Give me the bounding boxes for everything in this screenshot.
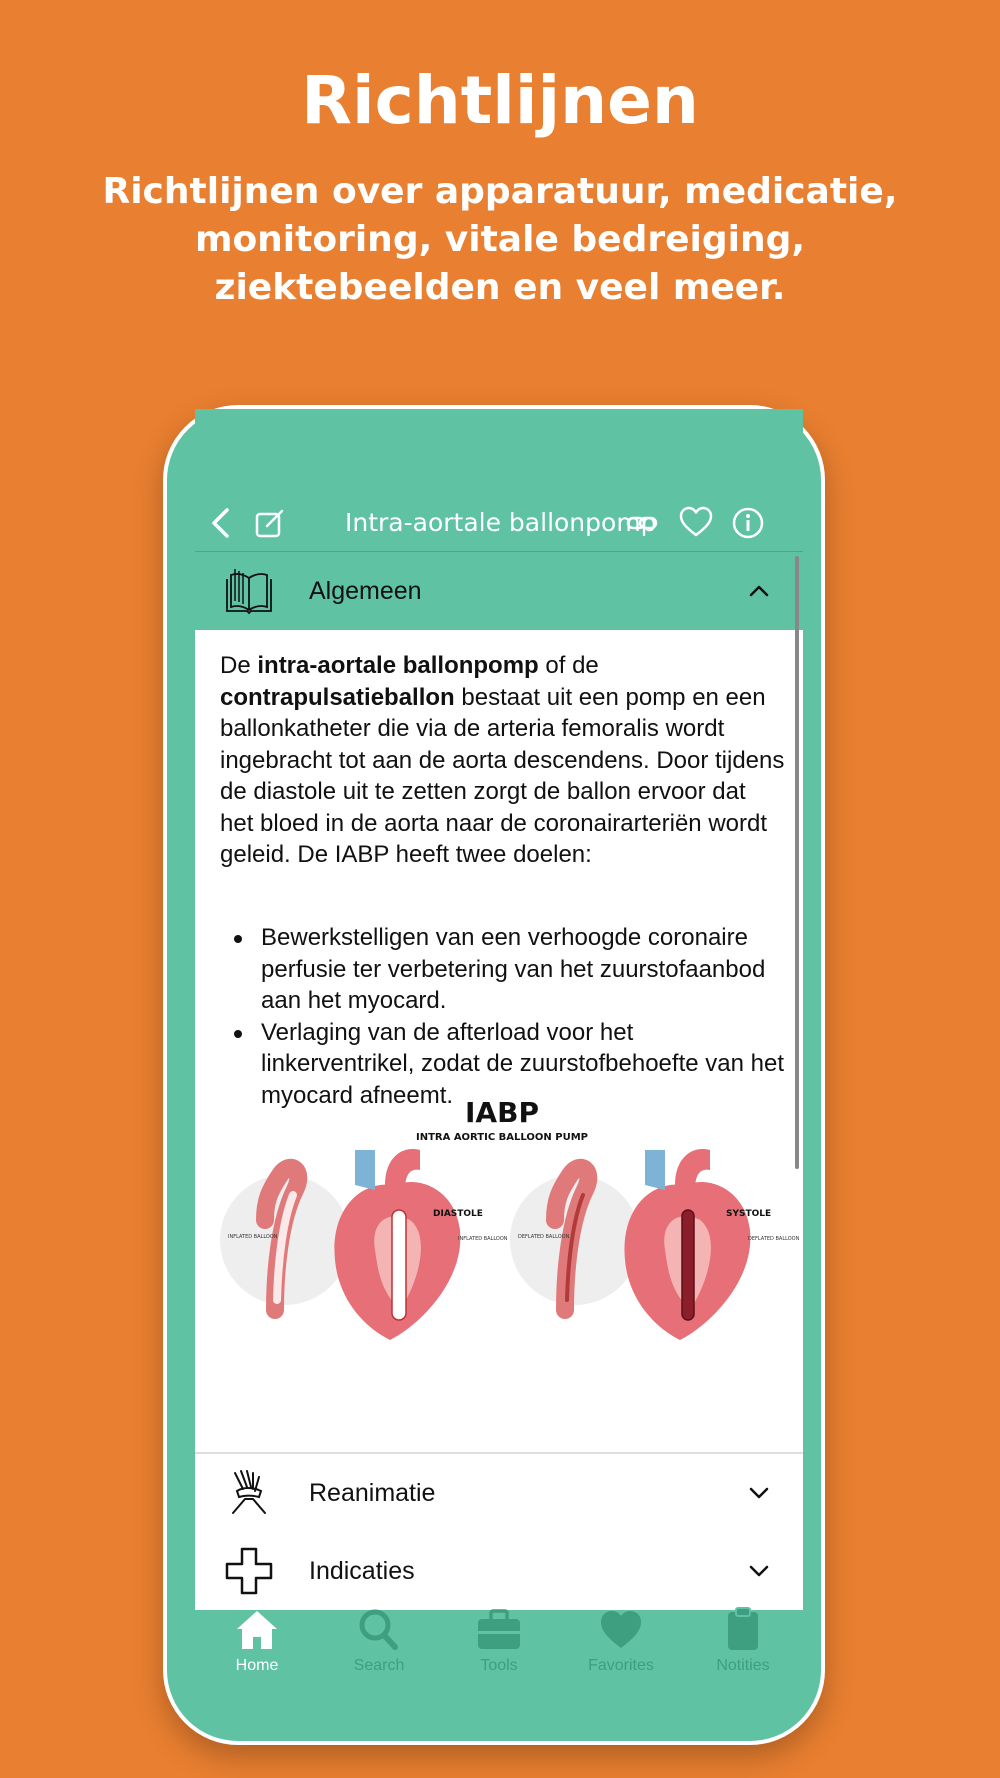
heart-icon (597, 1607, 645, 1651)
tab-favorites[interactable] (561, 1607, 681, 1675)
list-item: Bewerkstelligen van een verhoogde coronaire perfusie ter verbetering van het zuurstofaanbod aan het myocard. (220, 922, 785, 1017)
section-content-algemeen (195, 630, 803, 1452)
label-inflated-right: INFLATED BALLOON (458, 1236, 508, 1242)
section-header-reanimatie[interactable] (195, 1454, 803, 1532)
cpr-hands-icon (223, 1467, 275, 1519)
tab-notities[interactable] (683, 1607, 803, 1675)
section-row-reanimatie (195, 1454, 803, 1532)
tab-label: Search (353, 1657, 405, 1674)
chevron-up-icon (747, 579, 771, 603)
content-scrollbar[interactable] (795, 556, 799, 1169)
tab-label: Notities (716, 1657, 770, 1674)
intro-rest: bestaat uit een pomp en een ballonkatheter die via de arteria femoralis wordt ingebracht tot aan de aorta descendens. Door tijdens de diastole uit te zetten zorgt de ballon ervoor dat het bloed in de aorta naar de coronairarteriën wordt geleid. De IABP heeft twee doelen: (220, 683, 785, 868)
goal-list (220, 922, 785, 1111)
intro-prefix: De (220, 652, 258, 679)
tab-search[interactable] (319, 1607, 439, 1675)
aorta-deflated (510, 1168, 640, 1310)
intro-term-contrapulsatie: contrapulsatieballon (220, 683, 455, 711)
iabp-illustration (220, 1090, 800, 1370)
tab-label: Home (235, 1657, 279, 1674)
edit-icon[interactable] (253, 506, 287, 540)
home-icon (233, 1607, 281, 1651)
phone-frame (163, 405, 825, 1745)
heart-diastole (334, 1149, 507, 1340)
label-deflated-right: DEFLATED BALLOON (748, 1236, 800, 1242)
search-icon (355, 1607, 403, 1651)
section-label-reanimatie: Reanimatie (309, 1478, 436, 1507)
promo-subtitle: Richtlijnen over apparatuur, medicatie, monitoring, vitale bedreiging, ziektebeelden en veel meer. (102, 171, 898, 308)
clipboard-icon (719, 1607, 767, 1651)
aorta-inflated (220, 1168, 350, 1310)
heart-systole (624, 1149, 799, 1340)
link-icon[interactable] (625, 506, 659, 540)
briefcase-icon (475, 1607, 523, 1651)
tab-home[interactable] (197, 1607, 317, 1675)
illustration-subtitle: INTRA AORTIC BALLOON PUMP (415, 1132, 589, 1143)
intro-paragraph (220, 650, 785, 871)
promo-title: Richtlijnen (301, 62, 699, 139)
back-icon[interactable] (205, 506, 239, 540)
intro-mid: of de (538, 652, 599, 679)
page-title: Intra-aortale ballonpomp (345, 508, 657, 537)
tab-label: Tools (480, 1657, 518, 1674)
tab-bar (195, 1597, 803, 1745)
list-item: Verlaging van de afterload voor het linkerventrikel, zodat de zuurstofbehoefte van het myocard afneemt. (220, 1017, 785, 1112)
label-diastole: DIASTOLE (433, 1209, 483, 1219)
heart-outline-icon[interactable] (679, 506, 713, 540)
intro-term-iabp: intra-aortale ballonpomp (257, 652, 539, 679)
chevron-down-icon (747, 1481, 771, 1505)
chevron-down-icon (747, 1559, 771, 1583)
tab-label: Favorites (588, 1657, 654, 1674)
section-label-algemeen: Algemeen (309, 576, 422, 605)
info-icon[interactable] (731, 506, 765, 540)
section-header-algemeen[interactable] (195, 552, 803, 630)
label-deflated-left: DEFLATED BALLOON (518, 1234, 570, 1240)
label-systole: SYSTOLE (726, 1209, 772, 1219)
label-inflated-left: INFLATED BALLOON (228, 1234, 278, 1240)
app-screen (195, 409, 803, 1597)
tab-tools[interactable] (439, 1607, 559, 1675)
book-icon (223, 565, 275, 617)
section-label-indicaties: Indicaties (309, 1556, 415, 1585)
plus-cross-icon (223, 1545, 275, 1597)
nav-bar (195, 494, 803, 554)
illustration-title: IABP (465, 1096, 539, 1129)
